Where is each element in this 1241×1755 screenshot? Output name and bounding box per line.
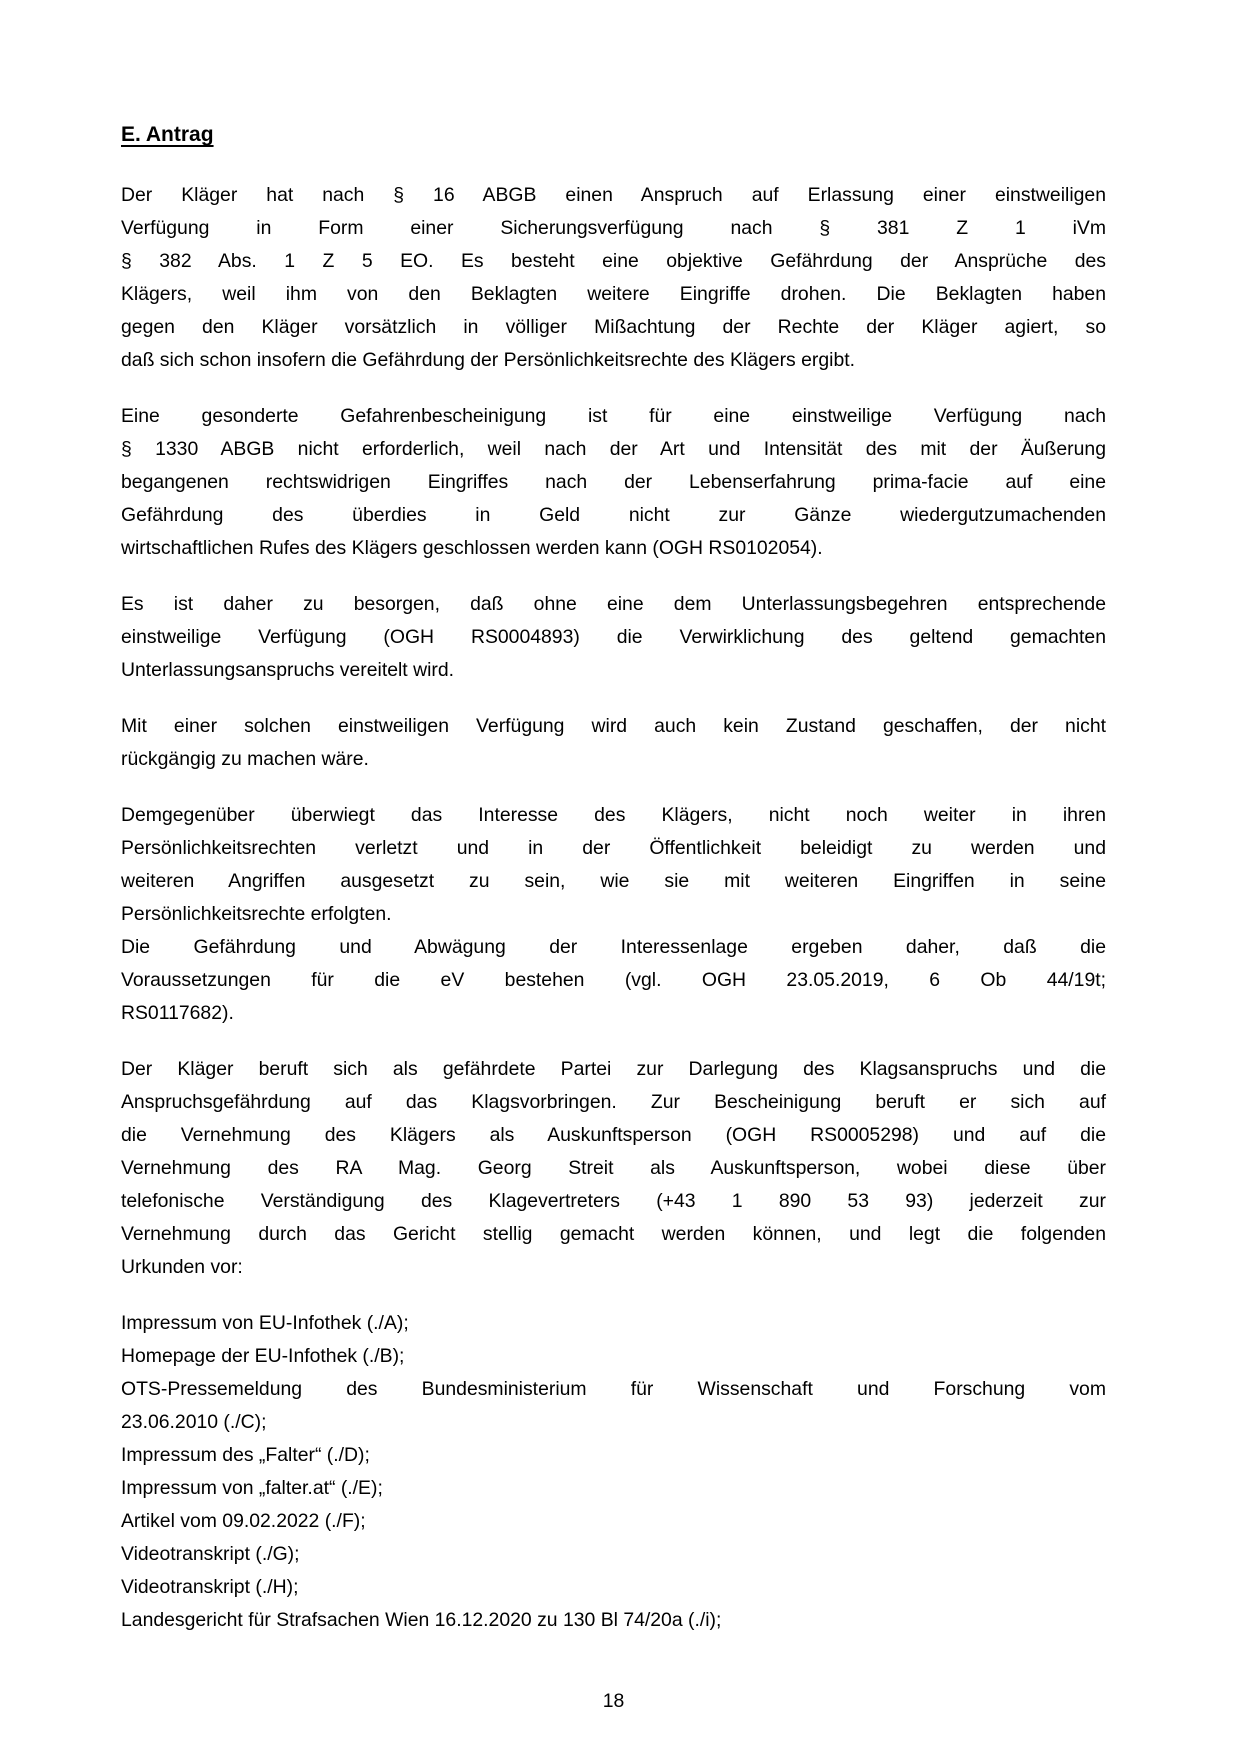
text-line: begangenen rechtswidrigen Eingriffes nach der Lebenserfahrung prima-facie auf eine: [121, 471, 1106, 493]
text-line: Impressum von EU-Infothek (./A);: [121, 1312, 409, 1334]
text-line: telefonische Verständigung des Klagevertreters (+43 1 890 53 93) jederzeit zur: [121, 1190, 1106, 1212]
text-line: RS0117682).: [121, 1002, 234, 1024]
paragraph: [121, 1538, 1106, 1571]
text-line: OTS-Pressemeldung des Bundesministerium für Wissenschaft und Forschung vom: [121, 1378, 1106, 1400]
text-line: Voraussetzungen für die eV bestehen (vgl. OGH 23.05.2019, 6 Ob 44/19t;: [121, 969, 1106, 991]
section-heading-text: E. Antrag: [121, 123, 214, 146]
text-line: Die Gefährdung und Abwägung der Interessenlage ergeben daher, daß die: [121, 936, 1106, 958]
text-line: einstweilige Verfügung (OGH RS0004893) die Verwirklichung des geltend gemachten: [121, 626, 1106, 648]
text-line: Urkunden vor:: [121, 1256, 243, 1278]
text-line: gegen den Kläger vorsätzlich in völliger Mißachtung der Rechte der Kläger agiert, so: [121, 316, 1106, 338]
text-line: Vernehmung des RA Mag. Georg Streit als Auskunftsperson, wobei diese über: [121, 1157, 1106, 1179]
text-line: Mit einer solchen einstweiligen Verfügung wird auch kein Zustand geschaffen, der nicht: [121, 715, 1106, 737]
text-line: § 1330 ABGB nicht erforderlich, weil nach der Art und Intensität des mit der Äußerung: [121, 438, 1106, 460]
text-line: weiteren Angriffen ausgesetzt zu sein, wie sie mit weiteren Eingriffen in seine: [121, 870, 1106, 892]
paragraph: [121, 931, 1106, 1030]
paragraph: [121, 179, 1106, 377]
text-line: Gefährdung des überdies in Geld nicht zur Gänze wiedergutzumachenden: [121, 504, 1106, 526]
text-line: die Vernehmung des Klägers als Auskunftsperson (OGH RS0005298) und auf die: [121, 1124, 1106, 1146]
text-line: Artikel vom 09.02.2022 (./F);: [121, 1510, 366, 1532]
text-line: wirtschaftlichen Rufes des Klägers geschlossen werden kann (OGH RS0102054).: [121, 537, 823, 559]
text-line: Klägers, weil ihm von den Beklagten weitere Eingriffe drohen. Die Beklagten haben: [121, 283, 1106, 305]
paragraph: [121, 1472, 1106, 1505]
text-line: Demgegenüber überwiegt das Interesse des Klägers, nicht noch weiter in ihren: [121, 804, 1106, 826]
text-line: Der Kläger beruft sich als gefährdete Partei zur Darlegung des Klagsanspruchs und die: [121, 1058, 1106, 1080]
paragraph: [121, 1307, 1106, 1340]
paragraph: [121, 710, 1106, 776]
section-heading: [121, 118, 1106, 151]
text-line: Unterlassungsanspruchs vereitelt wird.: [121, 659, 455, 681]
document-content: [121, 118, 1106, 1718]
paragraph: [121, 588, 1106, 687]
text-line: Homepage der EU-Infothek (./B);: [121, 1345, 405, 1367]
text-line: Persönlichkeitsrechten verletzt und in der Öffentlichkeit beleidigt zu werden und: [121, 837, 1106, 859]
paragraph: [121, 1373, 1106, 1439]
text-line: Der Kläger hat nach § 16 ABGB einen Anspruch auf Erlassung einer einstweiligen: [121, 184, 1106, 206]
paragraph: [121, 1439, 1106, 1472]
text-line: Landesgericht für Strafsachen Wien 16.12.2020 zu 130 Bl 74/20a (./i);: [121, 1609, 722, 1631]
text-line: 23.06.2010 (./C);: [121, 1411, 267, 1433]
text-line: Impressum des „Falter“ (./D);: [121, 1444, 370, 1466]
text-line: Vernehmung durch das Gericht stellig gemacht werden können, und legt die folgenden: [121, 1223, 1106, 1245]
text-line: Impressum von „falter.at“ (./E);: [121, 1477, 383, 1499]
paragraph: [121, 1571, 1106, 1604]
text-line: daß sich schon insofern die Gefährdung der Persönlichkeitsrechte des Klägers ergibt.: [121, 349, 856, 371]
paragraph-container: [121, 179, 1106, 1637]
paragraph: [121, 1505, 1106, 1538]
text-line: Eine gesonderte Gefahrenbescheinigung ist für eine einstweilige Verfügung nach: [121, 405, 1106, 427]
text-line: rückgängig zu machen wäre.: [121, 748, 369, 770]
paragraph: [121, 1604, 1106, 1637]
text-line: Videotranskript (./H);: [121, 1576, 299, 1598]
text-line: Videotranskript (./G);: [121, 1543, 300, 1565]
text-line: Persönlichkeitsrechte erfolgten.: [121, 903, 392, 925]
paragraph: [121, 400, 1106, 565]
paragraph: [121, 1053, 1106, 1284]
text-line: § 382 Abs. 1 Z 5 EO. Es besteht eine objektive Gefährdung der Ansprüche des: [121, 250, 1106, 272]
paragraph: [121, 1340, 1106, 1373]
page-number: 18: [602, 1690, 625, 1712]
paragraph: [121, 799, 1106, 931]
text-line: Es ist daher zu besorgen, daß ohne eine dem Unterlassungsbegehren entsprechende: [121, 593, 1106, 615]
text-line: Verfügung in Form einer Sicherungsverfügung nach § 381 Z 1 iVm: [121, 217, 1106, 239]
text-line: Anspruchsgefährdung auf das Klagsvorbringen. Zur Bescheinigung beruft er sich auf: [121, 1091, 1106, 1113]
